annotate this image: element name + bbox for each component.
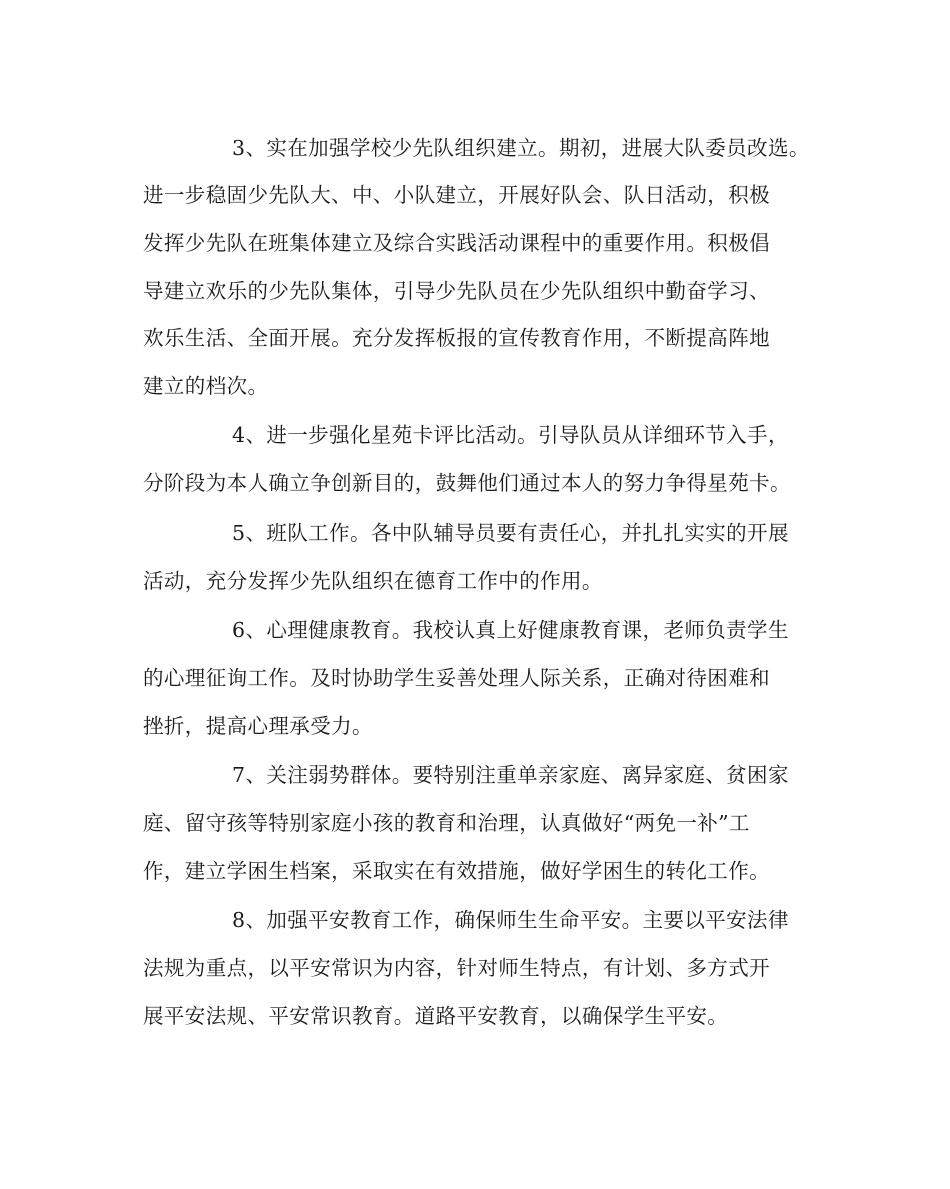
paragraph-3-line-4: 导建立欢乐的少先队集体，引导少先队员在少先队组织中勤奋学习、: [143, 279, 770, 303]
paragraph-5-line-1: 5、班队工作。各中队辅导员要有责任心，并扎扎实实的开展: [232, 521, 789, 545]
paragraph-3-line-1: 3、实在加强学校少先队组织建立。期初，进展大队委员改选。: [232, 136, 810, 160]
paragraph-7-line-3: 作，建立学困生档案，采取实在有效措施，做好学困生的转化工作。: [143, 859, 770, 883]
paragraph-3-line-2: 进一步稳固少先队大、中、小队建立，开展好队会、队日活动，积极: [143, 183, 770, 207]
paragraph-4-line-2: 分阶段为本人确立争创新目的，鼓舞他们通过本人的努力争得星苑卡。: [143, 471, 791, 495]
paragraph-8-line-2: 法规为重点，以平安常识为内容，针对师生特点，有计划、多方式开: [143, 956, 770, 980]
paragraph-3-line-3: 发挥少先队在班集体建立及综合实践活动课程中的重要作用。积极倡: [143, 231, 770, 255]
paragraph-5-line-2: 活动，充分发挥少先队组织在德育工作中的作用。: [143, 569, 603, 593]
paragraph-7-line-2: 庭、留守孩等特别家庭小孩的教育和治理，认真做好“两免一补”工: [143, 811, 750, 835]
paragraph-3-line-5: 欢乐生活、全面开展。充分发挥板报的宣传教育作用，不断提高阵地: [143, 326, 770, 350]
paragraph-6-line-1: 6、心理健康教育。我校认真上好健康教育课，老师负责学生: [232, 618, 789, 642]
paragraph-8-line-1: 8、加强平安教育工作，确保师生生命平安。主要以平安法律: [232, 908, 789, 932]
paragraph-3-line-6: 建立的档次。: [143, 374, 269, 398]
paragraph-6-line-3: 挫折，提高心理承受力。: [143, 714, 373, 738]
paragraph-6-line-2: 的心理征询工作。及时协助学生妥善处理人际关系，正确对待困难和: [143, 666, 770, 690]
paragraph-8-line-3: 展平安法规、平安常识教育。道路平安教育，以确保学生平安。: [143, 1004, 729, 1028]
paragraph-4-line-1: 4、进一步强化星苑卡评比活动。引导队员从详细环节入手，: [232, 423, 789, 447]
paragraph-7-line-1: 7、关注弱势群体。要特别注重单亲家庭、离异家庭、贫困家: [232, 763, 789, 787]
